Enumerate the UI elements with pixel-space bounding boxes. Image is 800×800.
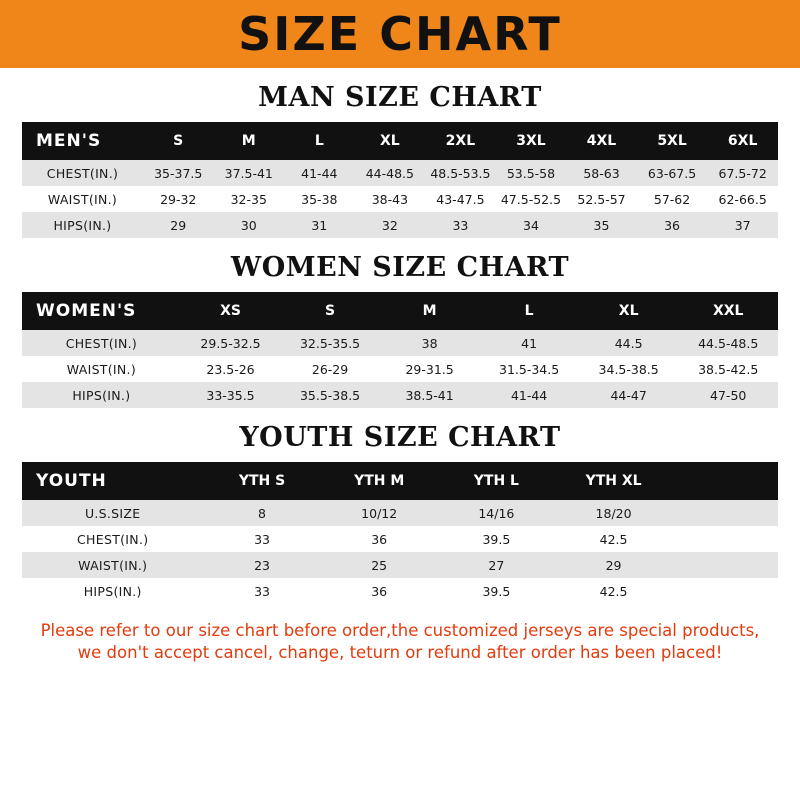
- youth-row-waist-label: WAIST(IN.): [22, 552, 203, 578]
- men-section-title: MAN SIZE CHART: [258, 82, 542, 113]
- youth-hips-spacer: [672, 578, 778, 604]
- women-row-hips-label: HIPS(IN.): [22, 382, 181, 408]
- women-table-body: [22, 330, 778, 408]
- youth-waist-m: 25: [321, 552, 438, 578]
- men-waist-l: 35-38: [284, 186, 355, 212]
- youth-waist-xl: 29: [555, 552, 672, 578]
- women-waist-xl: 34.5-38.5: [579, 356, 679, 382]
- men-chest-l: 41-44: [284, 160, 355, 186]
- men-hips-5xl: 36: [637, 212, 708, 238]
- youth-row-chest-label: CHEST(IN.): [22, 526, 203, 552]
- men-waist-4xl: 52.5-57: [566, 186, 637, 212]
- women-chest-s: 32.5-35.5: [280, 330, 380, 356]
- youth-ussize-l: 14/16: [438, 500, 555, 526]
- women-col-s: S: [280, 292, 380, 330]
- women-col-l: L: [479, 292, 579, 330]
- men-header-label: MEN'S: [22, 122, 143, 160]
- men-waist-xl: 38-43: [355, 186, 426, 212]
- men-size-section: [0, 82, 800, 238]
- men-hips-s: 29: [143, 212, 214, 238]
- women-chest-m: 38: [380, 330, 480, 356]
- youth-header-row: [22, 462, 778, 500]
- men-hips-m: 30: [214, 212, 285, 238]
- youth-ussize-spacer: [672, 500, 778, 526]
- table-row: [22, 500, 778, 526]
- men-chest-4xl: 58-63: [566, 160, 637, 186]
- youth-col-spacer: [672, 462, 778, 500]
- youth-col-l: YTH L: [438, 462, 555, 500]
- youth-chest-l: 39.5: [438, 526, 555, 552]
- men-header-row: [22, 122, 778, 160]
- youth-ussize-xl: 18/20: [555, 500, 672, 526]
- men-col-s: S: [143, 122, 214, 160]
- men-row-chest-label: CHEST(IN.): [22, 160, 143, 186]
- table-row: [22, 526, 778, 552]
- table-row: [22, 330, 778, 356]
- page-title: SIZE CHART: [238, 7, 562, 61]
- women-waist-xxl: 38.5-42.5: [678, 356, 778, 382]
- men-table-body: [22, 160, 778, 238]
- women-hips-xl: 44-47: [579, 382, 679, 408]
- women-waist-m: 29-31.5: [380, 356, 480, 382]
- youth-row-hips-label: HIPS(IN.): [22, 578, 203, 604]
- table-row: [22, 160, 778, 186]
- women-row-waist-label: WAIST(IN.): [22, 356, 181, 382]
- women-hips-xs: 33-35.5: [181, 382, 281, 408]
- women-header-label: WOMEN'S: [22, 292, 181, 330]
- women-row-chest-label: CHEST(IN.): [22, 330, 181, 356]
- women-col-xl: XL: [579, 292, 679, 330]
- men-waist-6xl: 62-66.5: [707, 186, 778, 212]
- women-hips-s: 35.5-38.5: [280, 382, 380, 408]
- women-hips-m: 38.5-41: [380, 382, 480, 408]
- table-row: [22, 212, 778, 238]
- youth-chest-spacer: [672, 526, 778, 552]
- youth-size-section: [0, 422, 800, 604]
- men-chest-m: 37.5-41: [214, 160, 285, 186]
- men-row-waist-label: WAIST(IN.): [22, 186, 143, 212]
- women-header-row: [22, 292, 778, 330]
- men-chest-2xl: 48.5-53.5: [425, 160, 496, 186]
- men-waist-3xl: 47.5-52.5: [496, 186, 567, 212]
- youth-hips-m: 36: [321, 578, 438, 604]
- youth-hips-xl: 42.5: [555, 578, 672, 604]
- youth-hips-l: 39.5: [438, 578, 555, 604]
- table-row: [22, 578, 778, 604]
- women-size-table: [22, 292, 778, 408]
- youth-hips-s: 33: [203, 578, 320, 604]
- youth-chest-s: 33: [203, 526, 320, 552]
- women-waist-l: 31.5-34.5: [479, 356, 579, 382]
- page-banner: [0, 0, 800, 68]
- men-col-6xl: 6XL: [707, 122, 778, 160]
- men-waist-m: 32-35: [214, 186, 285, 212]
- youth-chest-m: 36: [321, 526, 438, 552]
- men-row-hips-label: HIPS(IN.): [22, 212, 143, 238]
- men-table-head: [22, 122, 778, 160]
- youth-chest-xl: 42.5: [555, 526, 672, 552]
- order-policy-line-1: Please refer to our size chart before order,the customized jerseys are special products,: [40, 621, 760, 640]
- youth-header-label: YOUTH: [22, 462, 203, 500]
- youth-ussize-m: 10/12: [321, 500, 438, 526]
- women-col-xs: XS: [181, 292, 281, 330]
- youth-col-m: YTH M: [321, 462, 438, 500]
- men-chest-xl: 44-48.5: [355, 160, 426, 186]
- youth-section-title: YOUTH SIZE CHART: [239, 422, 561, 453]
- men-chest-3xl: 53.5-58: [496, 160, 567, 186]
- women-waist-s: 26-29: [280, 356, 380, 382]
- men-waist-2xl: 43-47.5: [425, 186, 496, 212]
- men-hips-3xl: 34: [496, 212, 567, 238]
- youth-ussize-s: 8: [203, 500, 320, 526]
- youth-col-xl: YTH XL: [555, 462, 672, 500]
- youth-table-head: [22, 462, 778, 500]
- women-col-m: M: [380, 292, 480, 330]
- men-col-2xl: 2XL: [425, 122, 496, 160]
- youth-waist-l: 27: [438, 552, 555, 578]
- men-waist-5xl: 57-62: [637, 186, 708, 212]
- youth-waist-s: 23: [203, 552, 320, 578]
- table-row: [22, 552, 778, 578]
- women-col-xxl: XXL: [678, 292, 778, 330]
- women-size-section: [0, 252, 800, 408]
- men-hips-l: 31: [284, 212, 355, 238]
- men-col-5xl: 5XL: [637, 122, 708, 160]
- women-chest-xl: 44.5: [579, 330, 679, 356]
- men-col-3xl: 3XL: [496, 122, 567, 160]
- men-col-l: L: [284, 122, 355, 160]
- youth-size-table: [22, 462, 778, 604]
- youth-col-s: YTH S: [203, 462, 320, 500]
- men-chest-5xl: 63-67.5: [637, 160, 708, 186]
- table-row: [22, 356, 778, 382]
- women-table-head: [22, 292, 778, 330]
- men-size-table: [22, 122, 778, 238]
- men-hips-xl: 32: [355, 212, 426, 238]
- men-col-4xl: 4XL: [566, 122, 637, 160]
- men-waist-s: 29-32: [143, 186, 214, 212]
- women-chest-xxl: 44.5-48.5: [678, 330, 778, 356]
- men-hips-2xl: 33: [425, 212, 496, 238]
- men-chest-6xl: 67.5-72: [707, 160, 778, 186]
- men-chest-s: 35-37.5: [143, 160, 214, 186]
- women-chest-l: 41: [479, 330, 579, 356]
- men-hips-6xl: 37: [707, 212, 778, 238]
- women-chest-xs: 29.5-32.5: [181, 330, 281, 356]
- table-row: [22, 186, 778, 212]
- men-hips-4xl: 35: [566, 212, 637, 238]
- youth-waist-spacer: [672, 552, 778, 578]
- order-policy-line-2: we don't accept cancel, change, teturn or refund after order has been placed!: [77, 643, 723, 663]
- youth-row-ussize-label: U.S.SIZE: [22, 500, 203, 526]
- women-waist-xs: 23.5-26: [181, 356, 281, 382]
- men-col-m: M: [214, 122, 285, 160]
- men-col-xl: XL: [355, 122, 426, 160]
- table-row: [22, 382, 778, 408]
- youth-table-body: [22, 500, 778, 604]
- order-policy-note: [0, 620, 800, 665]
- women-hips-l: 41-44: [479, 382, 579, 408]
- women-hips-xxl: 47-50: [678, 382, 778, 408]
- women-section-title: WOMEN SIZE CHART: [230, 252, 570, 283]
